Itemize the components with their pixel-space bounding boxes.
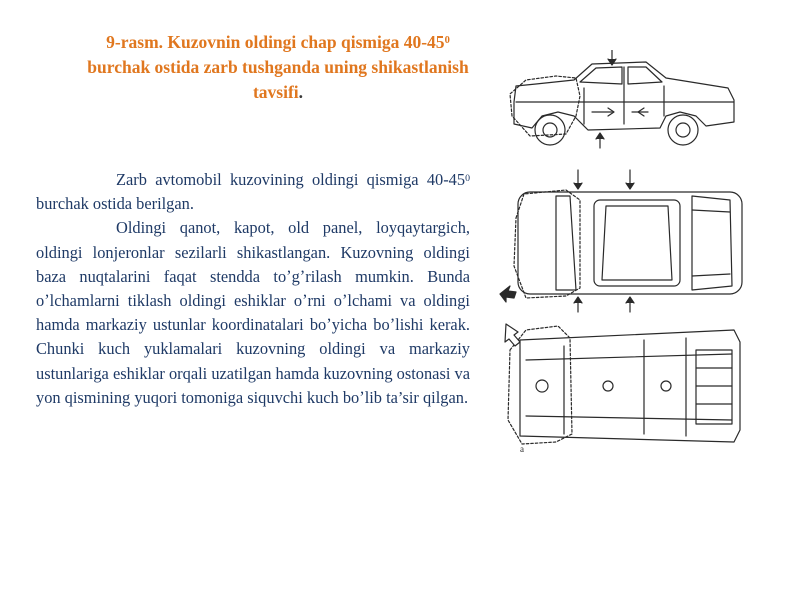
figure-corner-mark: a bbox=[520, 444, 524, 454]
p1-text-a: Zarb avtomobil kuzovining oldingi qismiga 40-45 bbox=[116, 170, 466, 189]
car-underbody-view bbox=[505, 324, 740, 444]
title-text-part2: burchak ostida zarb tushganda uning shikastlanish tavsifi bbox=[87, 57, 469, 102]
car-side-view bbox=[510, 50, 734, 148]
p1-degree-sup: 0 bbox=[465, 172, 470, 184]
title-period: . bbox=[298, 82, 304, 102]
body-text bbox=[36, 168, 470, 410]
figure-caption-title bbox=[82, 30, 474, 105]
paragraph-1 bbox=[36, 168, 470, 216]
car-damage-figure bbox=[496, 50, 758, 460]
title-degree-sup: 0 bbox=[444, 35, 450, 47]
car-top-view bbox=[500, 170, 742, 312]
paragraph-2: Oldingi qanot, kapot, old panel, loyqaytargich, oldingi lonjeronlar sezilarli shikastlangan. Kuzovning oldingi baza nuqtalarini faqat stendda toʼgʼrilash mumkin. Bunda oʼlchamlarni tiklash oldingi eshiklar oʼrni oʼlchami va oldingi hamda markaziy ustunlar koordinatalari boʼyicha boʼlishi kerak. Chunki kuch yuklamalari kuzovning oldingi va markaziy ustunlariga eshiklar orqali uzatilgan hamda kuzovning ostonasi va yon qismining yuqori tomoniga siquvchi kuch boʼlib ta’sir qilgan. bbox=[36, 218, 470, 407]
title-text-part1: 9-rasm. Kuzovnin oldingi chap qismiga 40-45 bbox=[106, 32, 445, 52]
p1-text-b: burchak ostida berilgan. bbox=[36, 194, 194, 214]
